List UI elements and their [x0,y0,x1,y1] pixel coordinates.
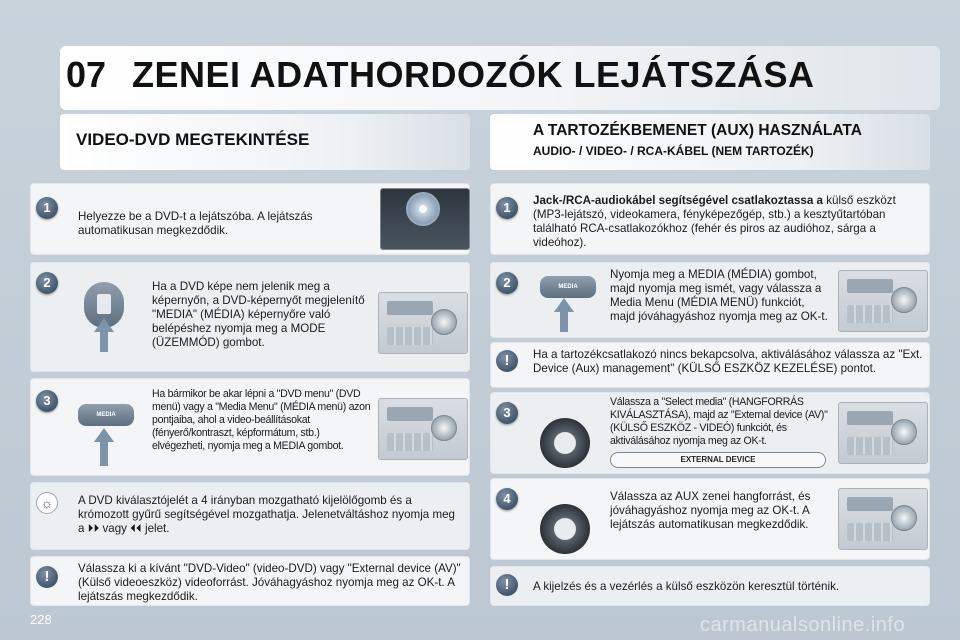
left-warning-text: Válassza ki a kívánt "DVD-Video" (video-DVD) vagy "External device (AV)" (Külső videoeszköz) videoforrást. Jóváhagyáshoz nyomja meg az OK-t. A lejátszás megkezdődik. [78,562,461,603]
radio-unit-illustration [378,292,468,354]
chapter-number: 07 [66,54,107,95]
right-warning-2-text: A kijelzés és a vezérlés a külső eszközön keresztül történik. [533,580,840,593]
step-badge: 1 [496,197,518,219]
warning-icon: ! [496,574,518,596]
arrow-up-icon [100,440,108,466]
left-step-2-text: Ha a DVD képe nem jelenik meg a képernyőn, a DVD-képernyőt megjelenítő "MEDIA" (MÉDIA) képernyőre való belépéshez nyomja meg a MODE (ÜZEMMÓD) gombot. [152,280,365,349]
left-step-3-text: Ha bármikor be akar lépni a "DVD menu" (DVD menü) vagy a "Media Menu" (MÉDIA menü) azon pontjaiba, ahol a video-beállításokat (fényerő/kontraszt, képformátum, stb.) elvégezheti, nyomja meg a MEDIA gombot. [152,388,371,452]
dvd-disc-icon [406,192,440,226]
page-number: 228 [30,612,52,627]
left-section-title: VIDEO-DVD MEGTEKINTÉSE [76,130,310,149]
radio-unit-illustration [838,488,928,550]
warning-icon: ! [36,566,58,588]
rotary-dial-icon [540,418,590,468]
radio-unit-illustration [378,398,468,460]
step-badge: 4 [496,488,518,510]
right-section-subtitle: AUDIO- / VIDEO- / RCA-KÁBEL (NEM TARTOZÉK) [533,144,814,158]
arrow-up-icon [94,318,114,332]
page-title: ZENEI ADATHORDOZÓK LEJÁTSZÁSA [132,54,815,95]
right-step-4-text: Válassza az AUX zenei hangforrást, és jóváhagyáshoz nyomja meg az OK-t. A lejátszás automatikusan megkezdődik. [610,490,811,531]
arrow-up-icon [554,298,574,312]
arrow-up-icon [94,428,114,442]
radio-unit-illustration [838,402,928,464]
arrow-up-icon [560,310,568,332]
warning-icon: ! [496,350,518,372]
step-badge: 3 [496,402,518,424]
radio-unit-illustration [838,270,928,332]
left-step-1-text: Helyezze be a DVD-t a lejátszóba. A lejátszás automatikusan megkezdődik. [78,210,313,237]
step-badge: 2 [496,272,518,294]
right-step-3-text: Válassza a "Select media" (HANGFORRÁS KIVÁLASZTÁSA), majd az "External device (AV)" (KÜLSŐ ESZKÖZ - VIDEÓ) funkciót, és aktiválásához nyomja meg az OK-t. [610,396,828,447]
step-badge: 2 [36,272,58,294]
right-step-1-text [533,194,925,250]
right-step-2-text: Nyomja meg a MEDIA (MÉDIA) gombot, majd nyomja meg ismét, vagy válassza a Media Menu (MÉDIA MENÜ) funkciót, majd jóváhagyáshoz nyomja meg az OK-t. [610,268,828,323]
step-badge: 3 [36,390,58,412]
right-step-1-rest: külső eszközt (MP3-lejátszó, videokamera, fényképezőgép, stb.) a kesztyűtartóban található RCA-csatlakozókhoz (fehér és piros az audióhoz, sárga a videóhoz). [533,194,896,249]
rotary-dial-icon [540,504,590,554]
media-button-icon: MEDIA [540,276,596,298]
right-section-title: A TARTOZÉKBEMENET (AUX) HASZNÁLATA [533,122,862,139]
media-button-icon: MEDIA [78,404,134,426]
sun-tip-icon: ☼ [36,492,58,514]
step-badge: 1 [36,197,58,219]
external-device-label: EXTERNAL DEVICE [610,452,826,468]
right-warning-1-text: Ha a tartozékcsatlakozó nincs bekapcsolva, aktiválásához válassza az "Ext. Device (Aux) management" (KÜLSŐ ESZKÖZ KEZELÉSE) pontot. [533,348,923,375]
right-step-1-bold: Jack-/RCA-audiokábel segítségével csatlakoztassa a [533,194,823,207]
left-tip-text: A DVD kiválasztójelét a 4 irányban mozgatható kijelölőgomb és a krómozott gyűrű segítségével mozgathatja. Jelenetváltáshoz nyomja meg a ⏵⏵ vagy ⏴⏴ jelet. [78,494,455,535]
watermark: carmanualsonline.info [700,614,906,636]
arrow-up-icon [100,330,108,352]
